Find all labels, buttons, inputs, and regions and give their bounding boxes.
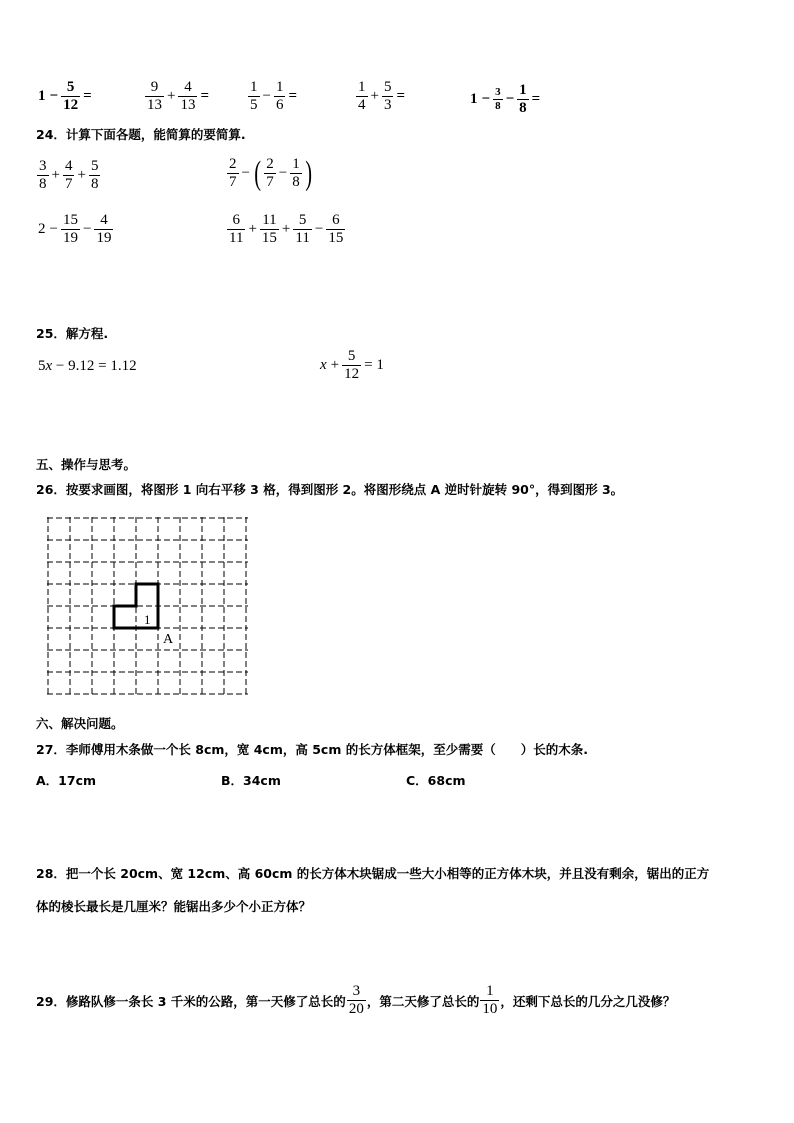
- fraction: $\frac{1}{10}$: [482, 983, 498, 1017]
- q25-equation-1: 5x − 9.12 = 1.12: [38, 358, 137, 374]
- section-6-heading: 六、解决问题。: [36, 716, 124, 731]
- fraction: $\frac{6}{11}$: [229, 212, 244, 246]
- q26-title: 26．按要求画图，将图形 1 向右平移 3 格，得到图形 2。将图形绕点 A 逆时针旋转 90°，得到图形 3。: [36, 482, 624, 497]
- q27-option-a[interactable]: A．17cm: [36, 773, 97, 788]
- calc-3: $\frac{1}{5}$ − $\frac{1}{6}$ =: [250, 79, 298, 113]
- fraction: $\frac{5}{12}$: [344, 348, 360, 382]
- q24-expr-c: 2 − $\frac{15}{19}$ − $\frac{4}{19}$: [38, 212, 112, 246]
- fraction: $\frac{1}{6}$: [275, 79, 284, 113]
- fraction: $\frac{4}{7}$: [64, 158, 73, 192]
- fraction: $\frac{2}{7}$: [266, 156, 274, 190]
- fraction: $\frac{9}{13}$: [147, 79, 162, 113]
- q27-option-b[interactable]: B．34cm: [221, 773, 281, 788]
- q24-expr-d: $\frac{6}{11}$ + $\frac{11}{15}$ + $\frac{5}{11}$ − $\frac{6}{15}$: [229, 212, 344, 246]
- fraction: $\frac{5}{3}$: [383, 79, 392, 113]
- q29-text: 29．修路队修一条长 3 千米的公路，第一天修了总长的 $\frac{3}{20}$ ，第二天修了总长的 $\frac{1}{10}$ ，还剩下总长的几分之几没修？: [36, 983, 676, 1017]
- fraction: $\frac{4}{19}$: [96, 212, 112, 246]
- q24-title: 24．计算下面各题，能简算的要简算.: [36, 127, 246, 142]
- fraction: $\frac{3}{8}$: [495, 86, 501, 112]
- q27-title: 27．李师傅用木条做一个长 8cm，宽 4cm，高 5cm 的长方体框架，至少需要（ ）长的木条.: [36, 742, 588, 757]
- calc-5: 1 − $\frac{3}{8}$ − $\frac{1}{8}$ =: [470, 82, 541, 116]
- fraction: $\frac{6}{15}$: [328, 212, 344, 246]
- fraction: $\frac{4}{13}$: [180, 79, 196, 113]
- q24-expr-a: $\frac{3}{8}$ + $\frac{4}{7}$ + $\frac{5}{8}$: [39, 158, 99, 192]
- q25-title: 25．解方程.: [36, 326, 109, 341]
- q28-line-2: 体的棱长最长是几厘米？能锯出多少个小正方体？: [36, 899, 312, 914]
- q25-equation-2: x + $\frac{5}{12}$ = 1: [320, 348, 384, 382]
- calc-2: $\frac{9}{13}$ + $\frac{4}{13}$ =: [147, 79, 210, 113]
- fraction: $\frac{2}{7}$: [229, 156, 237, 190]
- fraction: $\frac{3}{20}$: [348, 983, 364, 1017]
- fraction: $\frac{1}{8}$: [519, 82, 527, 116]
- dashed-grid-figure: [46, 516, 250, 696]
- fraction: $\frac{5}{12}$: [63, 79, 79, 113]
- fraction: $\frac{15}{19}$: [62, 212, 78, 246]
- calc-1: 1 − $\frac{5}{12}$ =: [38, 79, 92, 113]
- fraction: $\frac{11}{15}$: [261, 212, 277, 246]
- fraction: $\frac{5}{11}$: [295, 212, 310, 246]
- q27-option-c[interactable]: C．68cm: [406, 773, 466, 788]
- fraction: $\frac{1}{8}$: [292, 156, 300, 190]
- fraction: $\frac{1}{5}$: [250, 79, 258, 113]
- section-5-heading: 五、操作与思考。: [36, 457, 137, 472]
- fraction: $\frac{3}{8}$: [39, 158, 47, 192]
- q28-line-1: 28．把一个长 20cm、宽 12cm、高 60cm 的长方体木块锯成一些大小相等的正方体木块，并且没有剩余，锯出的正方: [36, 866, 710, 881]
- shape-1-label: 1: [144, 612, 151, 627]
- q24-expr-b: $\frac{2}{7}$ − ( $\frac{2}{7}$ − $\frac{1}{8}$ ): [229, 154, 312, 192]
- calc-4: $\frac{1}{4}$ + $\frac{5}{3}$ =: [358, 79, 406, 113]
- fraction: $\frac{5}{8}$: [90, 158, 99, 192]
- point-a-label: A: [163, 632, 174, 647]
- fraction: $\frac{1}{4}$: [358, 79, 366, 113]
